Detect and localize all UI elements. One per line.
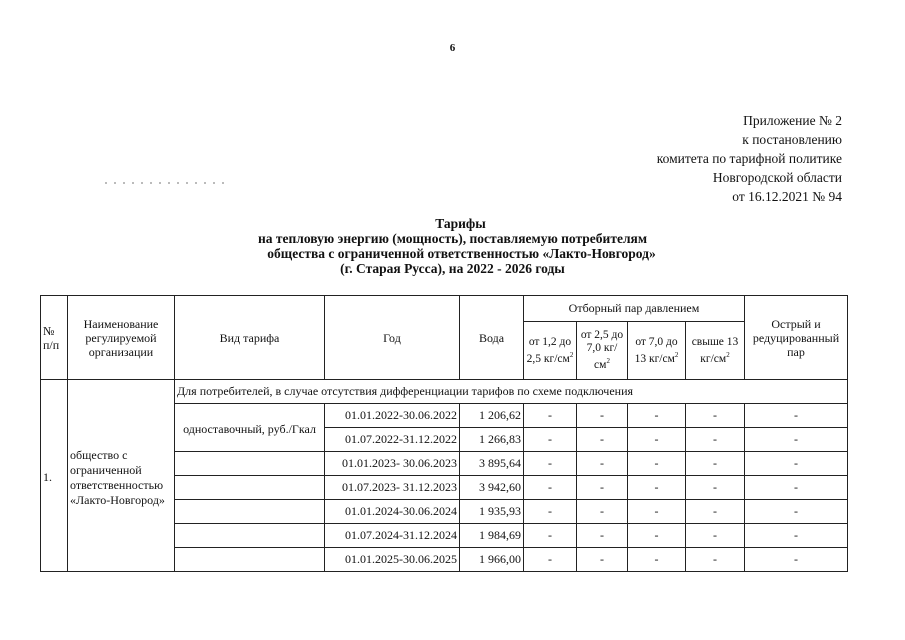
dash-cell: - <box>686 404 745 428</box>
header-num: № п/п <box>41 296 68 380</box>
appendix-header <box>657 111 842 206</box>
water-cell: 3 895,64 <box>460 452 524 476</box>
appendix-line: Новгородской области <box>712 170 842 185</box>
dash-cell: - <box>628 524 686 548</box>
dash-cell: - <box>745 500 848 524</box>
title-line: общества с ограниченной ответственностью «Лакто-Новгород» <box>267 246 656 261</box>
period-cell: 01.07.2022-31.12.2022 <box>325 428 460 452</box>
header-steam-2: от 2,5 до 7,0 $кг/см^2$ <box>577 322 628 380</box>
period-cell: 01.01.2022-30.06.2022 <box>325 404 460 428</box>
dash-cell: - <box>524 524 577 548</box>
dash-cell: - <box>524 452 577 476</box>
period-cell: 01.07.2023- 31.12.2023 <box>325 476 460 500</box>
header-steam-1: от 1,2 до 2,5 $кг/см^2$ <box>524 322 577 380</box>
period-cell: 01.01.2023- 30.06.2023 <box>325 452 460 476</box>
dash-cell: - <box>577 524 628 548</box>
appendix-line: комитета по тарифной политике <box>656 151 842 166</box>
water-cell: 1 206,62 <box>460 404 524 428</box>
header-sharp-steam: Острый и редуцированный пар <box>745 296 848 380</box>
section-label: Для потребителей, в случае отсутствия дифференциации тарифов по схеме подключения <box>175 380 848 404</box>
dash-cell: - <box>628 404 686 428</box>
water-cell: 1 984,69 <box>460 524 524 548</box>
tariff-type-empty <box>175 476 325 500</box>
tariff-type: одноставочный, руб./Гкал <box>175 404 325 452</box>
dash-cell: - <box>577 548 628 572</box>
dash-cell: - <box>628 548 686 572</box>
appendix-line: от 16.12.2021 № 94 <box>732 189 842 204</box>
header-steam-4: свыше 13 $кг/см^2$ <box>686 322 745 380</box>
tariffs-table <box>40 295 848 572</box>
scan-artifact <box>105 182 225 184</box>
tariff-type-empty <box>175 524 325 548</box>
dash-cell: - <box>745 452 848 476</box>
dash-cell: - <box>686 548 745 572</box>
dash-cell: - <box>524 404 577 428</box>
dash-cell: - <box>524 548 577 572</box>
water-cell: 1 266,83 <box>460 428 524 452</box>
dash-cell: - <box>628 452 686 476</box>
dash-cell: - <box>577 428 628 452</box>
dash-cell: - <box>745 428 848 452</box>
header-tariff-type: Вид тарифа <box>175 296 325 380</box>
dash-cell: - <box>577 476 628 500</box>
dash-cell: - <box>686 428 745 452</box>
header-water: Вода <box>460 296 524 380</box>
section-row <box>41 380 848 404</box>
appendix-line: Приложение № 2 <box>743 113 842 128</box>
water-cell: 1 935,93 <box>460 500 524 524</box>
period-cell: 01.07.2024-31.12.2024 <box>325 524 460 548</box>
header-steam: Отборный пар давлением <box>524 296 745 322</box>
period-cell: 01.01.2025-30.06.2025 <box>325 548 460 572</box>
water-cell: 3 942,60 <box>460 476 524 500</box>
dash-cell: - <box>745 404 848 428</box>
dash-cell: - <box>524 476 577 500</box>
table-header-row <box>41 296 848 322</box>
page-number: 6 <box>449 42 456 54</box>
org-name: общество с ограниченной ответственностью «Лакто-Новгород» <box>68 380 175 572</box>
dash-cell: - <box>628 428 686 452</box>
dash-cell: - <box>745 524 848 548</box>
row-number: 1. <box>41 380 68 572</box>
tariff-type-empty <box>175 452 325 476</box>
period-cell: 01.01.2024-30.06.2024 <box>325 500 460 524</box>
tariff-type-empty <box>175 548 325 572</box>
dash-cell: - <box>577 500 628 524</box>
title-line: на тепловую энергию (мощность), поставляемую потребителям <box>257 231 648 246</box>
dash-cell: - <box>577 452 628 476</box>
dash-cell: - <box>628 500 686 524</box>
dash-cell: - <box>686 452 745 476</box>
header-org: Наименование регулируемой организации <box>68 296 175 380</box>
header-steam-3: от 7,0 до 13 $кг/см^2$ <box>628 322 686 380</box>
dash-cell: - <box>524 428 577 452</box>
title-line: Тарифы <box>435 216 486 231</box>
dash-cell: - <box>524 500 577 524</box>
dash-cell: - <box>628 476 686 500</box>
dash-cell: - <box>686 476 745 500</box>
header-year: Год <box>325 296 460 380</box>
tariff-type-empty <box>175 500 325 524</box>
dash-cell: - <box>745 548 848 572</box>
dash-cell: - <box>686 500 745 524</box>
dash-cell: - <box>686 524 745 548</box>
water-cell: 1 966,00 <box>460 548 524 572</box>
title-line: (г. Старая Русса), на 2022 - 2026 годы <box>340 261 565 276</box>
appendix-line: к постановлению <box>742 132 842 147</box>
document-title <box>0 216 905 276</box>
dash-cell: - <box>745 476 848 500</box>
dash-cell: - <box>577 404 628 428</box>
